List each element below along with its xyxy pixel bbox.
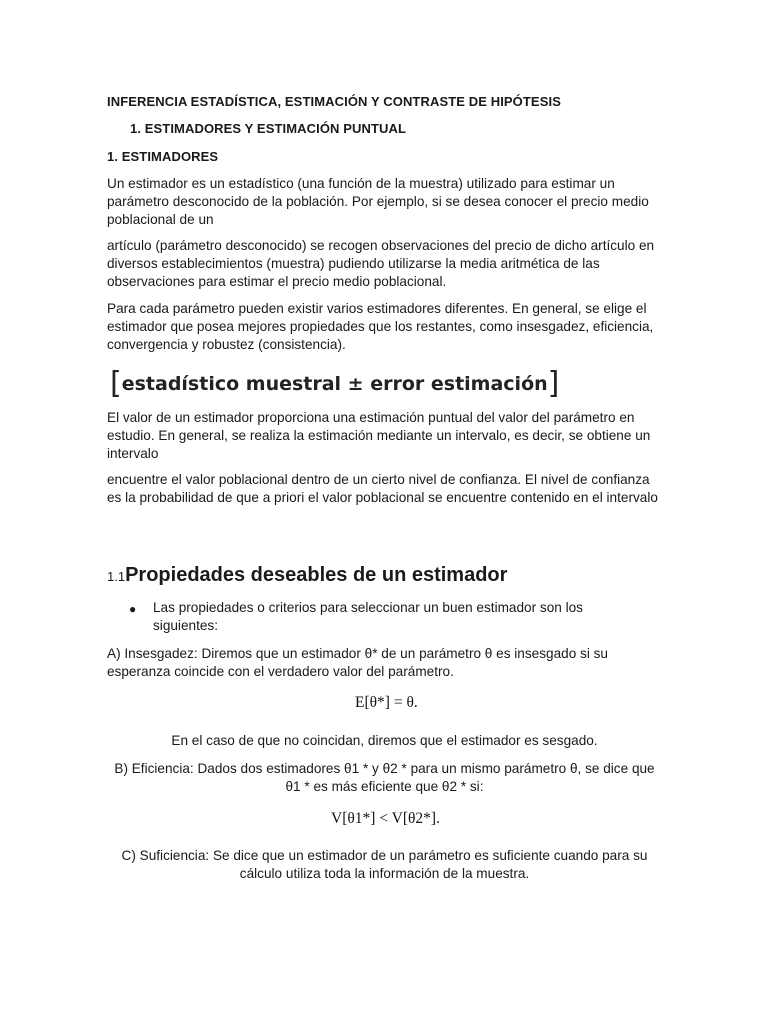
paragraph-estimator-example: artículo (parámetro desconocido) se recogen observaciones del precio de dicho artículo en diversos establecimientos (muestra) pudiendo utilizarse la media aritmética de las observaciones para estimar el precio medio poblacional.: [107, 238, 655, 289]
document-title: INFERENCIA ESTADÍSTICA, ESTIMACIÓN Y CONTRASTE DE HIPÓTESIS: [107, 94, 561, 109]
formula-text: estadístico muestral ± error estimación: [121, 373, 548, 395]
equation-unbiased-text: E[θ*] = θ.: [355, 694, 418, 711]
item-a-note: En el caso de que no coincidan, diremos que el estimador es sesgado.: [171, 733, 598, 748]
left-bracket-icon: [: [110, 366, 122, 401]
paragraph-confidence-level: encuentre el valor poblacional dentro de un cierto nivel de confianza. El nivel de confianza es la probabilidad de que a priori el valor poblacional se encuentre contenido en el intervalo: [107, 472, 658, 505]
section-heading-1-1: [107, 564, 507, 587]
paragraph-estimator-properties: Para cada parámetro pueden existir varios estimadores diferentes. En general, se elige el estimador que posea mejores propiedades que los restantes, como insesgadez, eficiencia, convergencia y robustez (consistencia).: [107, 301, 654, 352]
right-bracket-icon: ]: [547, 366, 560, 401]
bullet-item-criteria: Las propiedades o criterios para seleccionar un buen estimador son los siguientes:: [153, 600, 583, 633]
item-a-insesgadez: A) Insesgadez: Diremos que un estimador θ* de un parámetro θ es insesgado si su esperanza coincide con el verdadero valor del parámetro.: [107, 646, 608, 679]
subsection-heading-estimadores: 1. ESTIMADORES: [107, 149, 219, 164]
section-title: Propiedades deseables de un estimador: [125, 564, 508, 586]
equation-efficiency: [331, 810, 440, 828]
bullet-dot-icon: ●: [129, 602, 137, 616]
paragraph-estimator-definition: Un estimador es un estadístico (una función de la muestra) utilizado para estimar un parámetro desconocido de la población. Por ejemplo, si se desea conocer el precio medio poblacional de un: [107, 176, 649, 227]
item-b-eficiencia: B) Eficiencia: Dados dos estimadores θ1 * y θ2 * para un mismo parámetro θ, se dice que θ1 * es más eficiente que θ2 * si:: [114, 761, 655, 794]
section-heading-1: 1. ESTIMADORES Y ESTIMACIÓN PUNTUAL: [130, 121, 407, 136]
equation-unbiased: [355, 694, 418, 712]
section-number: 1.1: [107, 569, 126, 584]
paragraph-point-estimate: El valor de un estimador proporciona una estimación puntual del valor del parámetro en estudio. En general, se realiza la estimación mediante un intervalo, es decir, se obtiene un intervalo: [107, 410, 651, 461]
item-c-suficiencia: C) Suficiencia: Se dice que un estimador de un parámetro es suficiente cuando para su cálculo utiliza toda la información de la muestra.: [121, 848, 648, 881]
formula-interval-estimate: [110, 363, 560, 401]
equation-efficiency-text: V[θ1*] < V[θ2*].: [331, 810, 440, 827]
